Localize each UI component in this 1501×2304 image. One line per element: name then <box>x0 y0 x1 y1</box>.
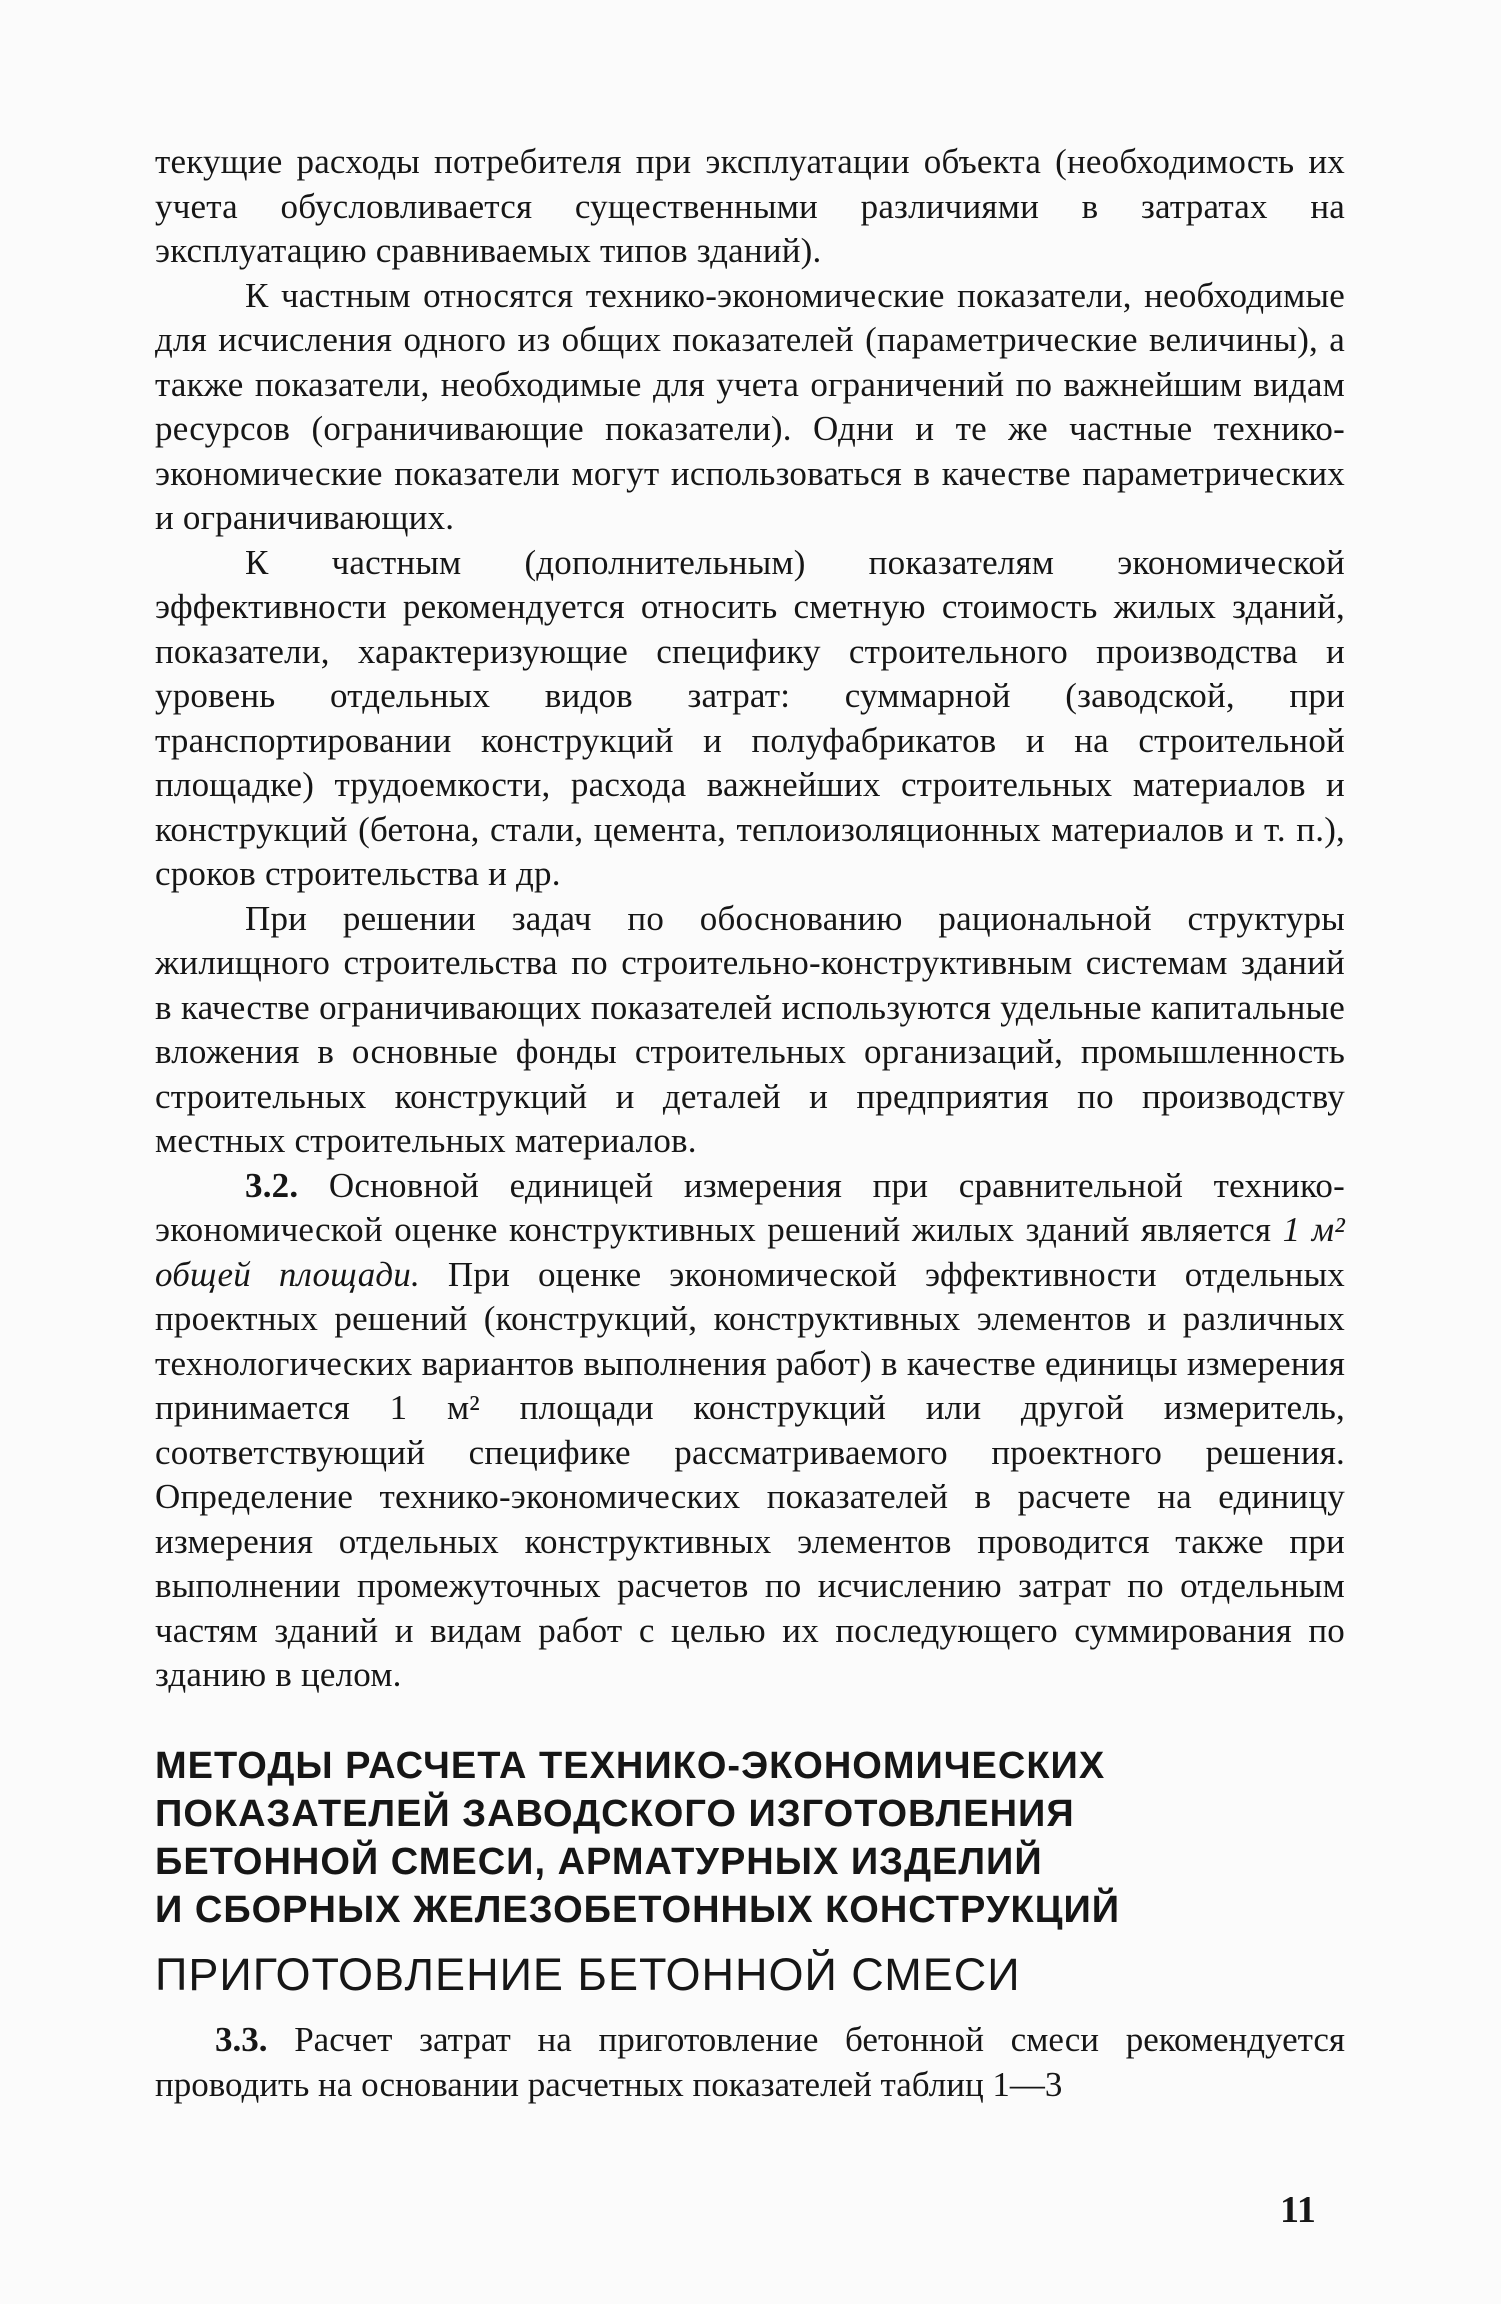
section-heading-line-4: И СБОРНЫХ ЖЕЛЕЗОБЕТОННЫХ КОНСТРУКЦИЙ <box>155 1889 1121 1931</box>
subsection-heading: ПРИГОТОВЛЕНИЕ БЕТОННОЙ СМЕСИ <box>155 1949 1021 2000</box>
paragraph-structure-tasks: При решении задач по обоснованию рациональной структуры жилищного строительства по строительно-конструктивным системам зданий в качестве ограничивающих показателей используются удельные капитальные вложения в основные фонды строительных организаций, промышленность строительных конструкций и деталей и предприятия по производству местных строительных материалов. <box>155 898 1345 1160</box>
paragraph-3-2 <box>155 1164 1345 1698</box>
paragraph-3-3 <box>155 2018 1345 2107</box>
paragraph-continuation: текущие расходы потребителя при эксплуатации объекта (необходимость их учета обусловливается существенными различиями в затратах на эксплуатацию сравниваемых типов зданий). <box>155 142 1345 270</box>
clause-3-2-italic-unit: 1 м² общей площади. <box>155 1210 1345 1294</box>
clause-number-3-3: 3.3. <box>215 2020 268 2059</box>
paragraph-particular-indicators: К частным относятся технико-экономические показатели, необходимые для исчисления одного из общих показателей (параметрические величины), а также показатели, необходимые для учета ограничений по важнейшим видам ресурсов (ограничивающие показатели). Одни и те же частные технико-экономические показатели могут использоваться в качестве параметрических и ограничивающих. <box>155 275 1345 537</box>
section-heading-line-3: БЕТОННОЙ СМЕСИ, АРМАТУРНЫХ ИЗДЕЛИЙ <box>155 1841 1043 1883</box>
clause-number-3-2: 3.2. <box>245 1165 299 1205</box>
body-text <box>155 140 1345 1698</box>
section-heading-line-2: ПОКАЗАТЕЛЕЙ ЗАВОДСКОГО ИЗГОТОВЛЕНИЯ <box>155 1793 1075 1835</box>
paragraph-3-3-block <box>155 2018 1345 2107</box>
section-heading-line-1: МЕТОДЫ РАСЧЕТА ТЕХНИКО-ЭКОНОМИЧЕСКИХ <box>155 1745 1106 1787</box>
section-heading <box>155 1742 1345 1934</box>
clause-3-2-text-end: При оценке экономической эффективности отдельных проектных решений (конструкций, конструктивных элементов и различных технологических вариантов выполнения работ) в качестве единицы измерения принимается 1 м² площади конструкций или другой измеритель, соответствующий специфике рассматриваемого проектного решения. Определение технико-экономических показателей в расчете на единицу измерения отдельных конструктивных элементов проводится также при выполнении промежуточных расчетов по исчислению затрат по отдельным частям зданий и видам работ с целью их последующего суммирования по зданию в целом. <box>155 1254 1345 1694</box>
paragraph-additional-indicators: К частным (дополнительным) показателям экономической эффективности рекомендуется относить сметную стоимость жилых зданий, показатели, характеризующие специфику строительного производства и уровень отдельных видов затрат: суммарной (заводской, при транспортировании конструкций и полуфабрикатов и на строительной площадке) трудоемкости, расхода важнейших строительных материалов и конструкций (бетона, стали, цемента, теплоизоляционных материалов и т. п.), сроков строительства и др. <box>155 542 1345 893</box>
clause-3-2-text-start: Основной единицей измерения при сравнительной технико-экономической оценке конструктивных решений жилых зданий является <box>155 1165 1345 1249</box>
clause-3-3-text: Расчет затрат на приготовление бетонной смеси рекомендуется проводить на основании расчетных показателей таблиц 1—3 <box>155 2020 1345 2104</box>
page-number: 11 <box>1280 2189 1316 2231</box>
